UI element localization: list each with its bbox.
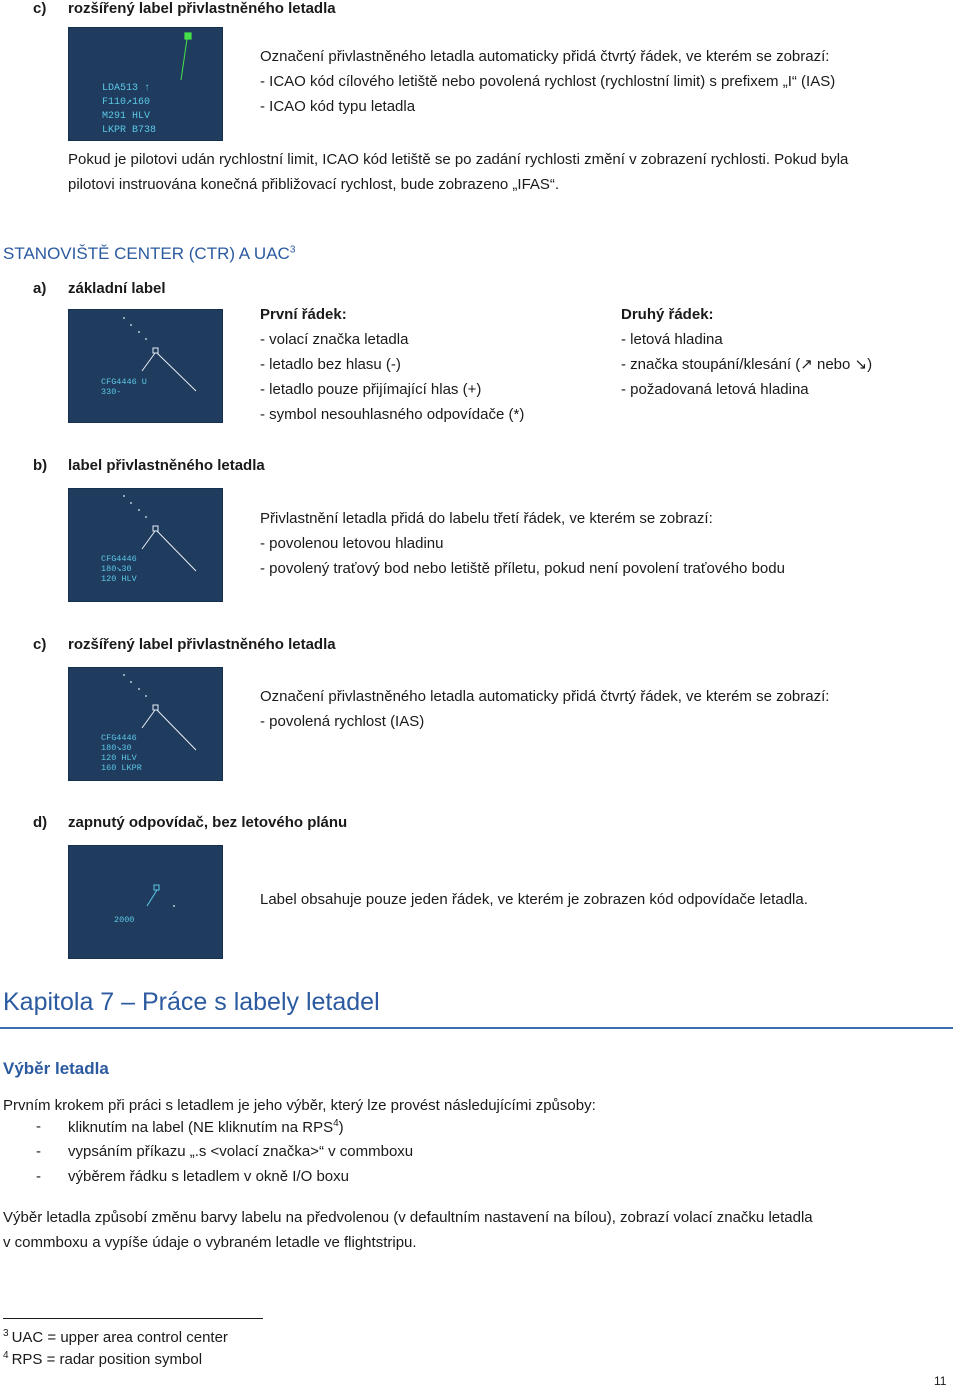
paragraph-line: Pokud je pilotovi udán rychlostní limit, ICAO kód letiště se po zadání rychlosti změní v zobrazení rychlosti. Pokud byla [68,151,849,168]
list-item: - značka stoupání/klesání (↗ nebo ↘) [621,356,873,373]
radar-label-line: 120 HLV [101,574,137,584]
radar-label-line: LKPR B738 [102,125,157,136]
desc-line: Označení přivlastněného letadla automaticky přidá čtvrtý řádek, ve kterém se zobrazí: [260,48,830,65]
section-title: STANOVIŠTĚ CENTER (CTR) A UAC$^3$ [3,244,296,263]
subsection-heading: základní label [68,280,166,297]
desc-line: Label obsahuje pouze jeden řádek, ve kterém je zobrazen kód odpovídače letadla. [260,891,808,908]
bullet-dash: - [36,1118,41,1135]
paragraph-line: Výběr letadla způsobí změnu barvy labelu na předvolenou (v defaultním nastavení na bílou), zobrazí volací značku letadla [3,1209,813,1226]
paragraph-line: v commboxu a vypíše údaje o vybraném letadle ve flightstripu. [3,1234,417,1251]
subsection-heading: label přivlastněného letadla [68,457,265,474]
radar-image-owned-label [68,488,223,602]
list-item: - letadlo bez hlasu (-) [260,356,401,373]
radar-label-line: CFG4446 [101,733,137,743]
list-item: - letadlo pouze přijímající hlas (+) [260,381,482,398]
radar-image-transponder-only [68,845,223,959]
radar-label-line: F110↗160 [102,97,151,108]
column-title: První řádek: [260,306,347,323]
footnote-ref: 4 [333,1118,339,1129]
list-item: - povolená rychlost (IAS) [260,713,425,730]
radar-label-line: LDA513 ↑ [102,83,151,94]
radar-label-line: CFG4446 U [101,377,147,387]
radar-label-line: 330- [101,387,122,397]
radar-image-basic-label [68,309,223,423]
list-item: - letová hladina [621,331,723,348]
footnote: $^4$ RPS = radar position symbol [3,1350,203,1368]
radar-label-line: 2000 [114,915,135,925]
page-number: 11 [934,1374,947,1388]
paragraph-line: pilotovi instruována konečná přibližovací rychlost, bude zobrazeno „IFAS“. [68,176,560,193]
desc-line: - ICAO kód cílového letiště nebo povolená rychlost (rychlostní limit) s prefixem „I“ (IAS) [260,73,836,90]
bullet-item: kliknutím na label (NE kliknutím na RPS$^4$) [68,1118,344,1136]
bullet-item: výběrem řádku s letadlem v okně I/O boxu [68,1168,349,1185]
list-item: - povolený traťový bod nebo letiště příletu, pokud není povolení traťového bodu [260,560,785,577]
bullet-dash: - [36,1168,41,1185]
radar-label-line: 120 HLV [101,753,137,763]
list-marker: a) [33,280,47,297]
footnote-ref: 3 [289,244,296,256]
footnote: $^3$ UAC = upper area control center [3,1328,228,1346]
list-item: - symbol nesouhlasného odpovídače (*) [260,406,525,423]
desc-line: Označení přivlastněného letadla automaticky přidá čtvrtý řádek, ve kterém se zobrazí: [260,688,830,705]
radar-label-line: M291 HLV [102,111,151,122]
subsection-heading: rozšířený label přivlastněného letadla [68,636,336,653]
list-marker: d) [33,814,48,831]
radar-image-extended-label-ctr [68,667,223,781]
desc-line: - ICAO kód typu letadla [260,98,416,115]
section-heading: rozšířený label přivlastněného letadla [68,0,336,17]
footnote-separator [3,1318,263,1319]
radar-image-extended-label [68,27,223,141]
radar-label-line: 160 LKPR [101,763,142,773]
desc-line: Přivlastnění letadla přidá do labelu třetí řádek, ve kterém se zobrazí: [260,510,713,527]
bullet-dash: - [36,1143,41,1160]
subheading: Výběr letadla [3,1059,109,1078]
paragraph-line: Prvním krokem při práci s letadlem je jeho výběr, který lze provést následujícími způsoby: [3,1097,596,1114]
radar-label-line: 180↘30 [101,743,132,753]
radar-label-line: CFG4446 [101,554,137,564]
list-marker: c) [33,0,47,17]
list-marker: b) [33,457,48,474]
list-item: - povolenou letovou hladinu [260,535,444,552]
column-title: Druhý řádek: [621,306,714,323]
bullet-item: vypsáním příkazu „.s <volací značka>“ v commboxu [68,1143,414,1160]
subsection-heading: zapnutý odpovídač, bez letového plánu [68,814,348,831]
chapter-title: Kapitola 7 – Práce s labely letadel [3,988,380,1016]
list-marker: c) [33,636,47,653]
list-item: - požadovaná letová hladina [621,381,809,398]
radar-label-line: 180↘30 [101,564,132,574]
list-item: - volací značka letadla [260,331,409,348]
chapter-rule [0,1027,953,1029]
